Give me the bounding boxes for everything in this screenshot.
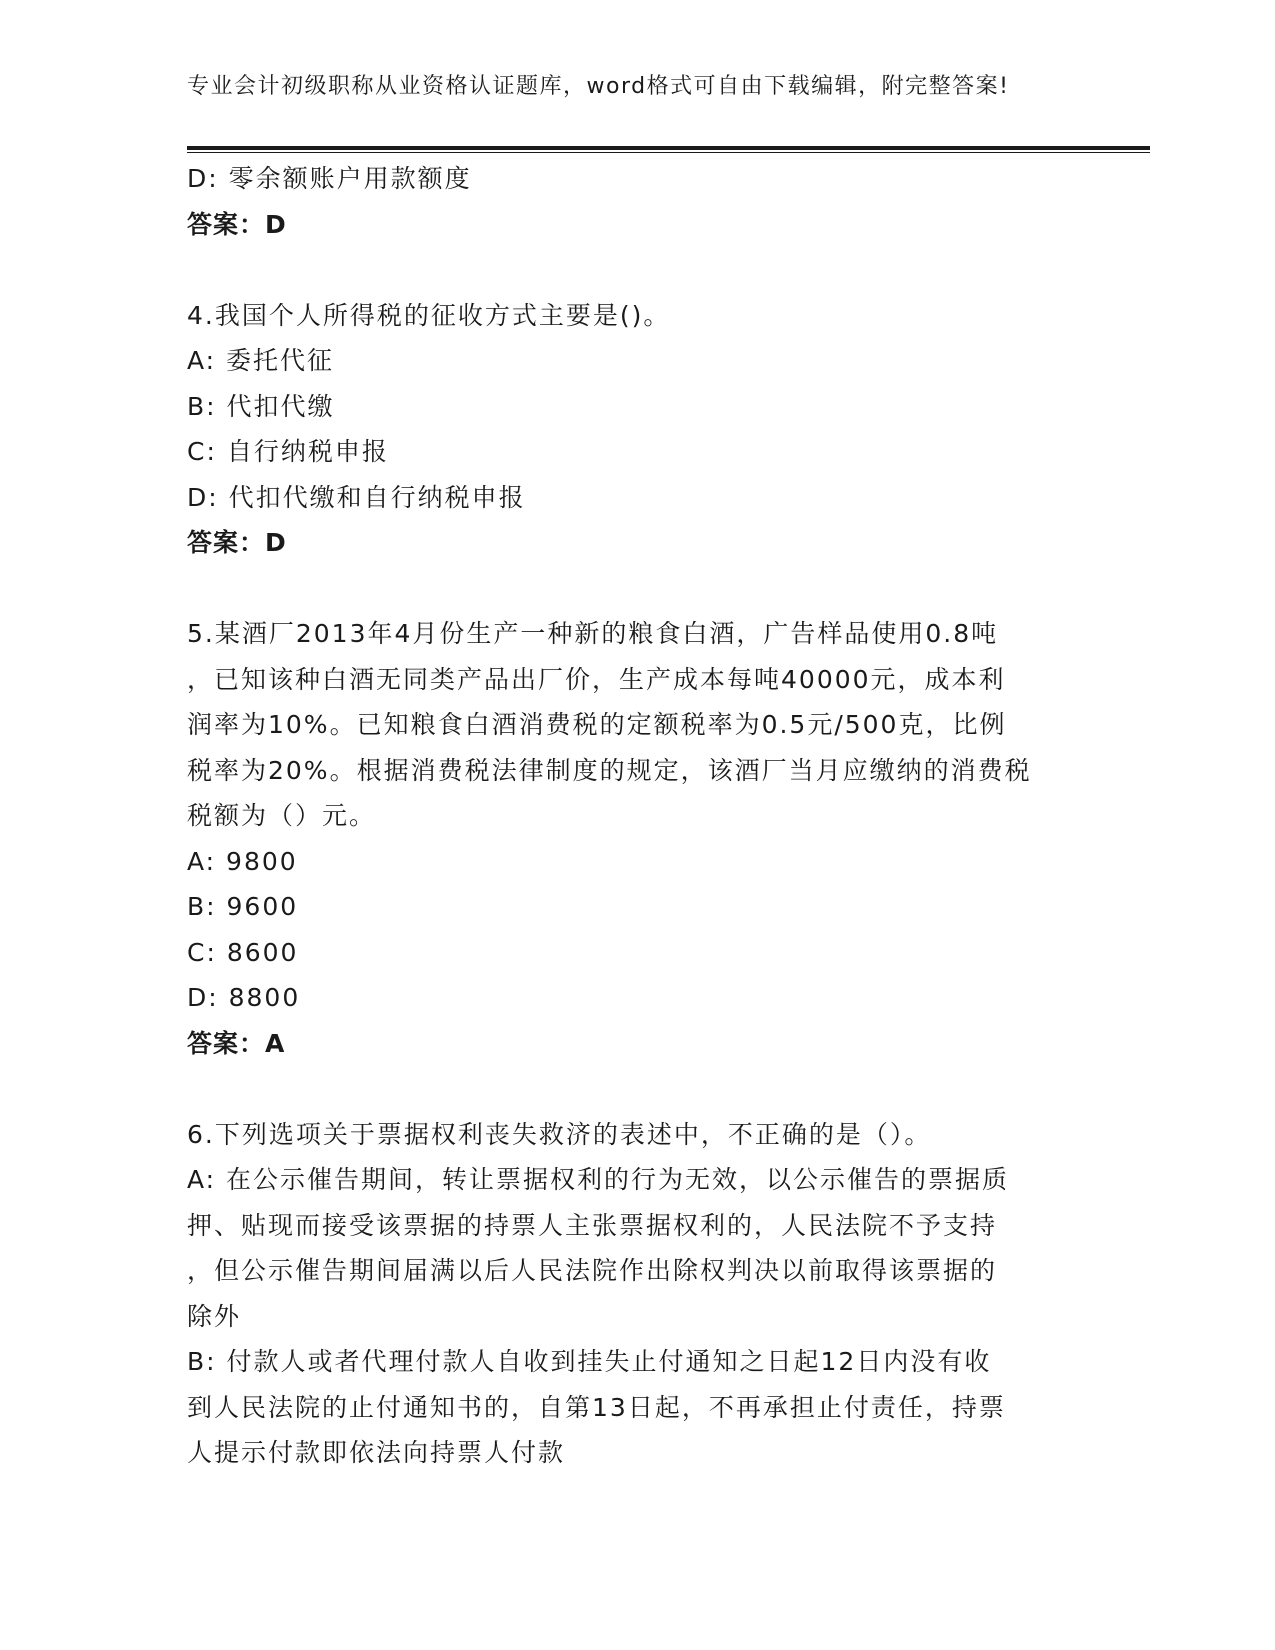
text-line: 税额为（）元。 (187, 801, 377, 830)
text-line: 除外 (187, 1301, 242, 1331)
text-line: C: 8600 (187, 937, 299, 967)
question-text-line: 6.下列选项关于票据权利丧失救济的表述中，不正确的是（）。 (187, 1119, 932, 1149)
answer-line: 答案：D (187, 209, 287, 239)
block-gap (187, 566, 1087, 612)
header-rule-thin (187, 152, 1150, 153)
text-line: A: 委托代征 (187, 346, 335, 375)
text-line: B: 代扣代缴 (187, 391, 335, 421)
text-line: D: 代扣代缴和自行纳税申报 (187, 482, 526, 512)
text-line: ，已知该种白酒无同类产品出厂价，生产成本每吨40000元，成本利 (187, 664, 1006, 694)
text-line: 税率为20%。根据消费税法律制度的规定，该酒厂当月应缴纳的消费税 (187, 755, 1032, 785)
text-line: 人提示付款即依法向持票人付款 (187, 1438, 566, 1467)
text-line: B: 9600 (187, 892, 299, 921)
text-line: 润率为10%。已知粮食白酒消费税的定额税率为0.5元/500克，比例 (187, 710, 1007, 739)
question-text-line: 4.我国个人所得税的征收方式主要是()。 (187, 300, 671, 330)
text-line: ，但公示催告期间届满以后人民法院作出除权判决以前取得该票据的 (187, 1256, 998, 1285)
question-text-line: 5.某酒厂2013年4月份生产一种新的粮食白酒，广告样品使用0.8吨 (187, 619, 999, 648)
text-line: A: 9800 (187, 846, 298, 876)
text-line: B: 付款人或者代理付款人自收到挂失止付通知之日起12日内没有收 (187, 1347, 992, 1376)
answer-line: 答案：A (187, 1028, 286, 1058)
text-line: A: 在公示催告期间，转让票据权利的行为无效，以公示催告的票据质 (187, 1165, 1010, 1194)
text-line: 到人民法院的止付通知书的，自第13日起，不再承担止付责任，持票 (187, 1392, 1006, 1422)
page-header: 专业会计初级职称从业资格认证题库，word格式可自由下载编辑，附完整答案! (187, 74, 1010, 99)
block-gap (187, 1066, 1087, 1112)
text-line: D: 零余额账户用款额度 (187, 164, 472, 193)
block-gap (187, 247, 1087, 293)
question-content (187, 156, 1087, 1476)
text-line: 押、贴现而接受该票据的持票人主张票据权利的，人民法院不予支持 (187, 1210, 998, 1240)
text-line: C: 自行纳税申报 (187, 437, 389, 466)
header-rule-thick (187, 146, 1150, 150)
answer-line: 答案：D (187, 528, 287, 557)
text-line: D: 8800 (187, 983, 301, 1012)
